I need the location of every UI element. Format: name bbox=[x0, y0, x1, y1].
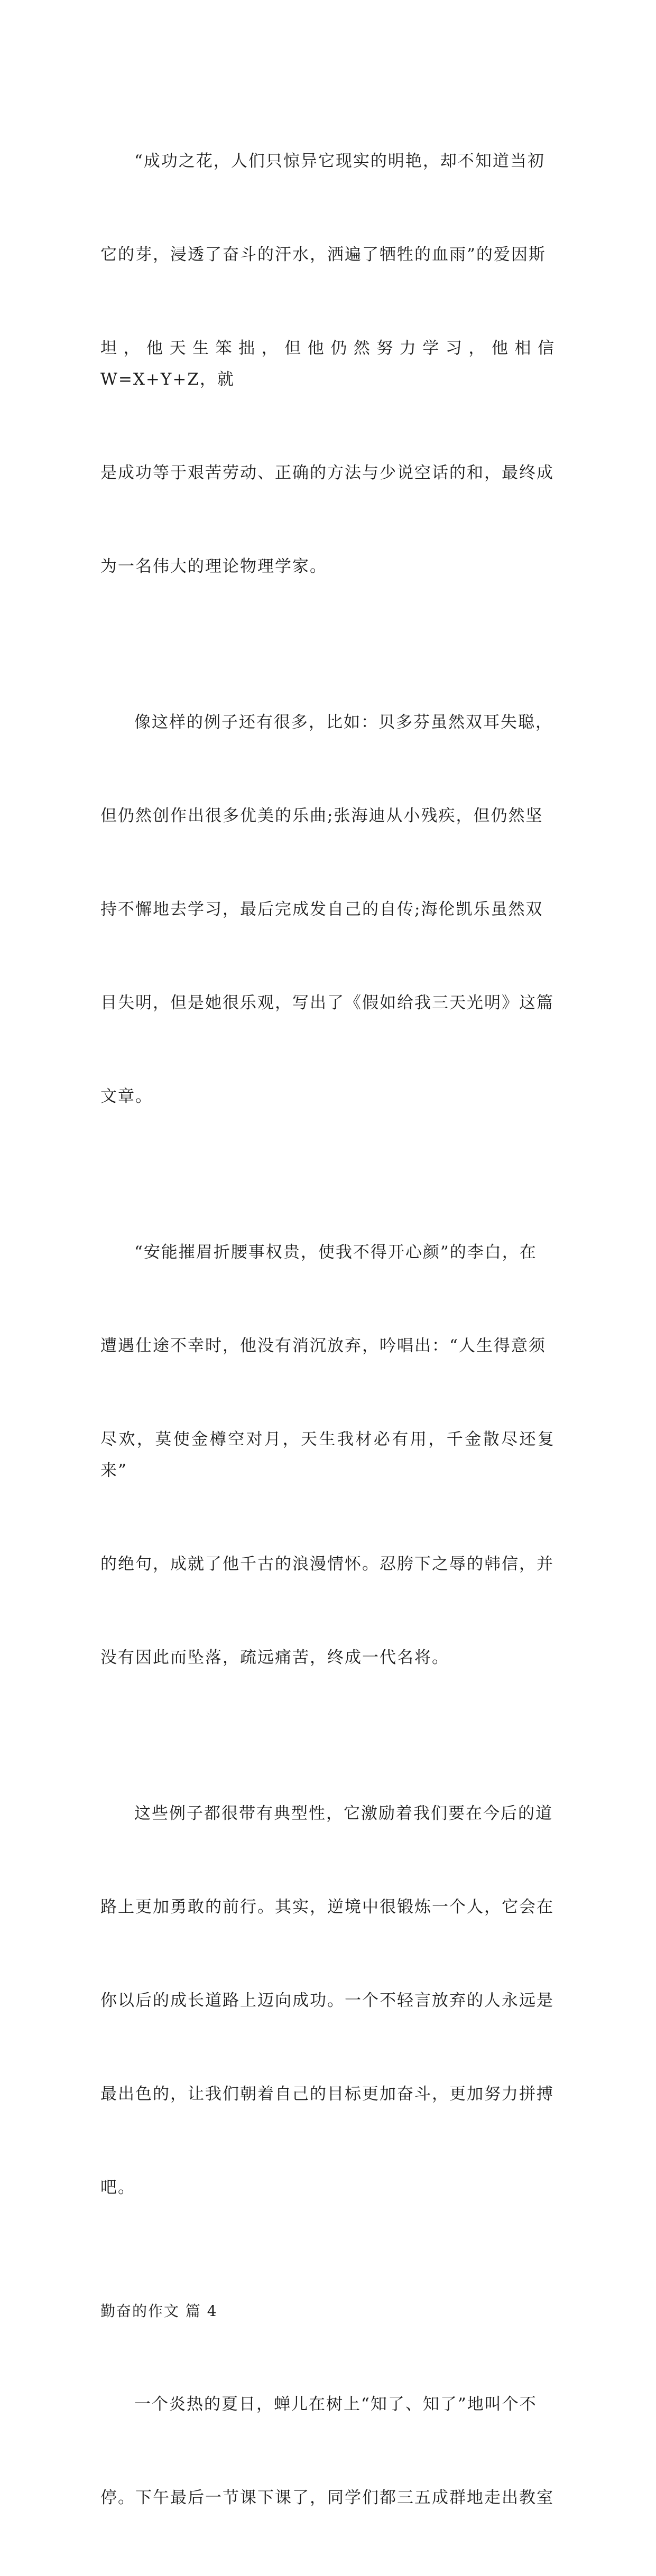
text-line: 停。下午最后一节课下课了，同学们都三五成群地走出教室 bbox=[100, 2488, 554, 2507]
text-line: 吧。 bbox=[100, 2178, 135, 2197]
text-line: 一个炎热的夏日，蝉儿在树上“知了、知了”地叫个不 bbox=[134, 2395, 537, 2414]
text-line: 尽欢，莫使金樽空对月，天生我材必有用，千金散尽还复来” bbox=[100, 1430, 555, 1480]
text-line: 坦，他天生笨拙，但他仍然努力学习，他相信 W=X+Y+Z，就 bbox=[100, 339, 561, 389]
text-line: 但仍然创作出很多优美的乐曲;张海迪从小残疾，但仍然坚 bbox=[100, 806, 543, 825]
paragraph-conclusion bbox=[100, 1736, 555, 2266]
text-line: 目失明，但是她很乐观，写出了《假如给我三天光明》这篇 bbox=[100, 993, 554, 1012]
document-body bbox=[100, 83, 561, 2576]
paragraph-summer-day bbox=[100, 2327, 555, 2576]
paragraph-li-bai bbox=[100, 1175, 555, 1736]
text-line: 是成功等于艰苦劳动、正确的方法与少说空话的和，最终成 bbox=[100, 463, 554, 482]
section-heading: 勤奋的作文 篇 4 bbox=[100, 2302, 218, 2320]
text-line: 持不懈地去学习，最后完成发自己的自传;海伦凯乐虽然双 bbox=[100, 900, 543, 919]
text-line: “成功之花，人们只惊异它现实的明艳，却不知道当初 bbox=[134, 152, 545, 171]
text-line: 它的芽，浸透了奋斗的汗水，洒遍了牺牲的血雨”的爱因斯 bbox=[100, 245, 546, 264]
text-line: 遭遇仕途不幸时，他没有消沉放弃，吟唱出：“人生得意须 bbox=[100, 1336, 546, 1355]
section-spacer bbox=[100, 2266, 555, 2295]
text-line: 的绝句，成就了他千古的浪漫情怀。忍胯下之辱的韩信，并 bbox=[100, 1555, 554, 1574]
text-line: 你以后的成长道路上迈向成功。一个不轻言放弃的人永远是 bbox=[100, 1991, 554, 2010]
paragraph-examples bbox=[100, 645, 555, 1175]
text-line: 像这样的例子还有很多，比如：贝多芬虽然双耳失聪， bbox=[134, 713, 553, 732]
text-line: 为一名伟大的理论物理学家。 bbox=[100, 557, 327, 576]
paragraph-einstein bbox=[100, 83, 561, 645]
text-line: 路上更加勇敢的前行。其实，逆境中很锻炼一个人，它会在 bbox=[100, 1898, 554, 1917]
text-line: 没有因此而坠落，疏远痛苦，终成一代名将。 bbox=[100, 1648, 449, 1667]
text-line: 这些例子都很带有典型性，它激励着我们要在今后的道 bbox=[134, 1804, 553, 1823]
text-line: “安能摧眉折腰事权贵，使我不得开心颜”的李白，在 bbox=[134, 1243, 537, 1262]
text-line: 文章。 bbox=[100, 1087, 153, 1106]
text-line: 最出色的，让我们朝着自己的目标更加奋斗，更加努力拼搏 bbox=[100, 2085, 554, 2104]
